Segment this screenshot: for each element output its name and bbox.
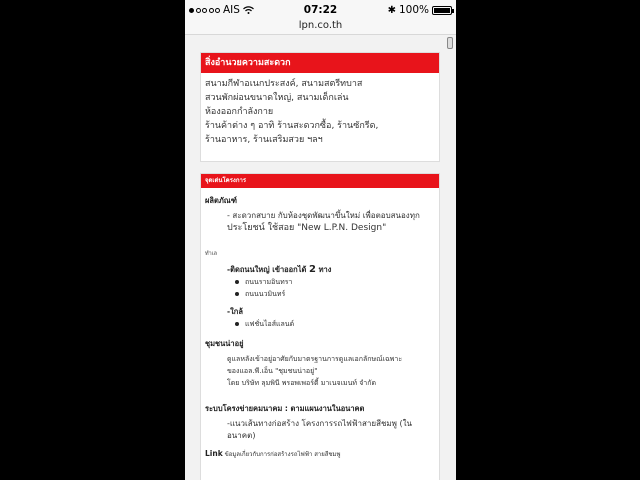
- community-text-line: ดูแลหลังเข้าอยู่อาศัยกับมาตรฐานการดูแลเอกลักษณ์เฉพาะ: [227, 355, 403, 363]
- near-heading: -ใกล้: [227, 307, 243, 316]
- link-label[interactable]: Link: [205, 449, 223, 458]
- transport-label: ระบบโครงข่ายคมนาคม : ตามแผนงานในอนาคต: [205, 404, 365, 413]
- community-label: ชุมชนน่าอยู่: [205, 339, 244, 348]
- facility-line: ร้านค้าต่าง ๆ อาทิ ร้านสะดวกซื้อ, ร้านซักรีด,: [205, 121, 379, 131]
- transport-text: [205, 418, 435, 442]
- highlights-card: [200, 173, 440, 480]
- highlights-title: จุดเด่นโครงการ: [201, 174, 439, 188]
- road-heading-text: -ติดถนนใหญ่ เข้าออกได้: [227, 265, 307, 274]
- community-text-line: ของแอล.พี.เอ็น "ชุมชนน่าอยู่": [227, 367, 318, 375]
- link-text[interactable]: ข้อมูลเกี่ยวกับการก่อสร้างรถไฟฟ้า สายสีชมพู: [224, 451, 341, 458]
- location-label: ทำเล: [205, 251, 217, 257]
- community-text-line: โดย บริษัท ลุมพินี พรอพเพอร์ตี้ มาเนจเมนท์ จำกัด: [227, 379, 377, 387]
- clock: 07:22: [303, 4, 338, 16]
- battery-icon: [432, 6, 452, 15]
- road-item: ถนนนวมินทร์: [245, 290, 286, 298]
- facility-line: ห้องออกกำลังกาย: [205, 107, 274, 117]
- address-bar[interactable]: [185, 20, 456, 35]
- list-item: [205, 318, 435, 330]
- facility-line: สนามกีฬาอเนกประสงค์, สนามสตรีทบาส: [205, 79, 363, 89]
- facilities-card: [200, 52, 440, 162]
- road-count: 2: [308, 264, 316, 275]
- facilities-list: [201, 73, 439, 151]
- list-item: [205, 288, 435, 300]
- highlights-body: [201, 188, 439, 464]
- product-text: [205, 210, 435, 234]
- community-text: [205, 353, 435, 389]
- road-heading: [205, 264, 435, 276]
- product-label: ผลิตภัณฑ์: [205, 196, 237, 205]
- near-item: แฟชั่นไอส์แลนด์: [245, 320, 295, 328]
- page-content: [185, 35, 456, 480]
- product-text-line: - สะดวกสบาย กับห้องชุดพัฒนาขึ้นใหม่ เพื่อตอบสนองทุก: [227, 211, 420, 220]
- bluetooth-icon: ✱: [387, 4, 396, 16]
- product-text-line: ประโยชน์ ใช้สอย "New L.P.N. Design": [227, 223, 387, 233]
- road-item: ถนนรามอินทรา: [245, 278, 293, 286]
- status-bar: [185, 0, 456, 20]
- scrollbar[interactable]: [447, 37, 453, 49]
- facility-line: สวนพักผ่อนขนาดใหญ่, สนามเด็กเล่น: [205, 93, 349, 103]
- transport-text-line: -แนวเส้นทางก่อสร้าง โครงการรถไฟฟ้าสายสีชมพู (ใน: [227, 419, 412, 428]
- road-suffix: ทาง: [318, 265, 332, 274]
- facilities-title: สิ่งอำนวยความสะดวก: [201, 53, 439, 73]
- link-row[interactable]: [205, 448, 435, 461]
- facility-line: ร้านอาหาร, ร้านเสริมสวย ฯลฯ: [205, 135, 323, 145]
- url-text: lpn.co.th: [298, 20, 343, 31]
- battery-percent: 100%: [398, 4, 429, 16]
- carrier-label: AIS: [223, 4, 240, 16]
- list-item: [205, 276, 435, 288]
- transport-text-line: อนาคต): [227, 431, 256, 440]
- phone-screen: [185, 0, 456, 480]
